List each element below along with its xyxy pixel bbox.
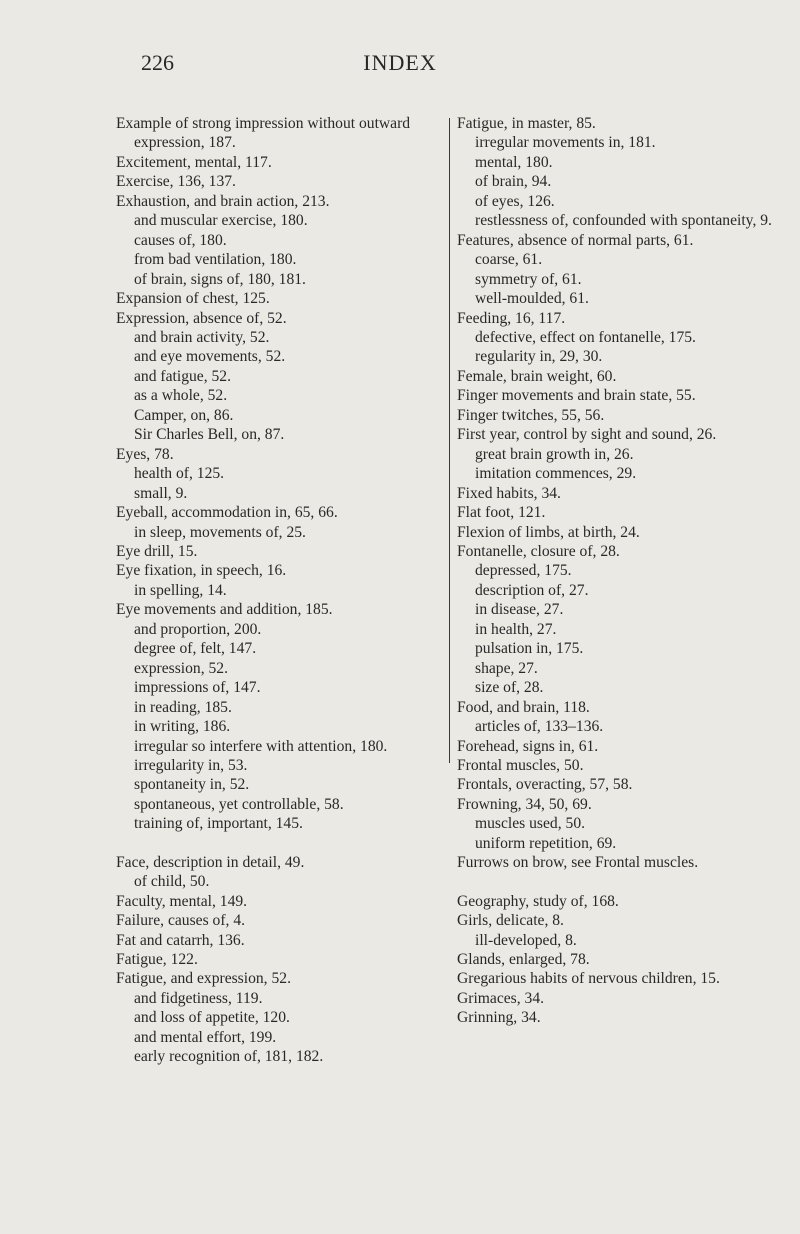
index-subentry: spontaneous, yet controllable, 58. xyxy=(134,795,344,813)
index-entry: Eyeball, accommodation in, 65, 66. xyxy=(116,504,338,522)
index-subentry: and proportion, 200. xyxy=(134,620,262,638)
index-subentry: irregular so interfere with attention, 180. xyxy=(134,737,388,755)
index-entry: Finger twitches, 55, 56. xyxy=(457,406,605,424)
index-subentry: symmetry of, 61. xyxy=(475,270,582,288)
index-entry: First year, control by sight and sound, 26. xyxy=(457,426,717,444)
index-subentry: and fidgetiness, 119. xyxy=(134,989,263,1007)
index-subentry: Sir Charles Bell, on, 87. xyxy=(134,426,285,444)
index-entry: Fixed habits, 34. xyxy=(457,484,561,502)
index-entry: Furrows on brow, see Frontal muscles. xyxy=(457,854,699,872)
index-subentry: health of, 125. xyxy=(134,465,225,483)
index-entry: Frontal muscles, 50. xyxy=(457,756,584,774)
index-subentry: uniform repetition, 69. xyxy=(475,834,617,852)
index-subentry: regularity in, 29, 30. xyxy=(475,348,603,366)
index-entry: Eyes, 78. xyxy=(116,445,174,463)
index-subentry: depressed, 175. xyxy=(475,562,572,580)
index-subentry: in writing, 186. xyxy=(134,718,231,736)
index-entry: Faculty, mental, 149. xyxy=(116,892,248,910)
index-entry: Eye drill, 15. xyxy=(116,542,198,560)
index-entry: Forehead, signs in, 61. xyxy=(457,737,599,755)
index-subentry: size of, 28. xyxy=(475,679,544,697)
index-column-left xyxy=(116,114,446,1067)
index-entry: Fontanelle, closure of, 28. xyxy=(457,542,620,560)
index-subentry: small, 9. xyxy=(134,484,188,502)
index-entry: Eye movements and addition, 185. xyxy=(116,601,333,619)
index-entry: Expansion of chest, 125. xyxy=(116,290,270,308)
index-subentry: articles of, 133–136. xyxy=(475,718,604,736)
index-subentry: ill-developed, 8. xyxy=(475,931,577,949)
index-subentry: and muscular exercise, 180. xyxy=(134,212,308,230)
index-subentry: of brain, signs of, 180, 181. xyxy=(134,270,306,288)
index-subentry: irregular movements in, 181. xyxy=(475,134,656,152)
index-entry: Failure, causes of, 4. xyxy=(116,912,246,930)
index-entry: Flexion of limbs, at birth, 24. xyxy=(457,523,640,541)
index-entry: Glands, enlarged, 78. xyxy=(457,951,590,969)
index-subentry: spontaneity in, 52. xyxy=(134,776,250,794)
index-entry: Fatigue, 122. xyxy=(116,951,198,969)
index-subentry: and loss of appetite, 120. xyxy=(134,1009,290,1027)
index-subentry: impressions of, 147. xyxy=(134,679,261,697)
page-number: 226 xyxy=(141,50,174,75)
index-entry: Feeding, 16, 117. xyxy=(457,309,566,327)
index-entry: Geography, study of, 168. xyxy=(457,892,619,910)
index-subentry: and eye movements, 52. xyxy=(134,348,286,366)
index-subentry: degree of, felt, 147. xyxy=(134,640,257,658)
page-header xyxy=(0,50,800,90)
index-entry: Grinning, 34. xyxy=(457,1009,541,1027)
index-subentry: in health, 27. xyxy=(475,620,557,638)
index-subentry: pulsation in, 175. xyxy=(475,640,584,658)
index-subentry: in spelling, 14. xyxy=(134,581,227,599)
index-entry: Fatigue, and expression, 52. xyxy=(116,970,291,988)
index-subentry: shape, 27. xyxy=(475,659,538,677)
index-subentry: of eyes, 126. xyxy=(475,192,555,210)
index-entry: Fat and catarrh, 136. xyxy=(116,931,245,949)
index-subentry: in sleep, movements of, 25. xyxy=(134,523,306,541)
index-subentry: and mental effort, 199. xyxy=(134,1028,277,1046)
running-title: INDEX xyxy=(363,50,437,75)
index-subentry: description of, 27. xyxy=(475,581,589,599)
index-subentry: in disease, 27. xyxy=(475,601,564,619)
index-subentry: well-moulded, 61. xyxy=(475,290,589,308)
index-subentry: as a whole, 52. xyxy=(134,387,228,405)
index-entry: Gregarious habits of nervous children, 15. xyxy=(457,970,720,988)
index-subentry: Camper, on, 86. xyxy=(134,406,234,424)
index-subentry: restlessness of, confounded with spontaneity, 9. xyxy=(475,212,772,230)
index-entry: Flat foot, 121. xyxy=(457,504,546,522)
index-subentry: defective, effect on fontanelle, 175. xyxy=(475,328,696,346)
index-entry: Food, and brain, 118. xyxy=(457,698,590,716)
index-subentry: coarse, 61. xyxy=(475,251,543,269)
index-column-right xyxy=(457,114,787,1028)
column-divider xyxy=(449,118,450,763)
index-entry: Exhaustion, and brain action, 213. xyxy=(116,192,330,210)
index-subentry: and brain activity, 52. xyxy=(134,328,270,346)
index-subentry: in reading, 185. xyxy=(134,698,232,716)
index-subentry: of child, 50. xyxy=(134,873,210,891)
index-subentry: early recognition of, 181, 182. xyxy=(134,1048,324,1066)
index-entry: Fatigue, in master, 85. xyxy=(457,115,596,132)
index-subentry: imitation commences, 29. xyxy=(475,465,637,483)
index-subentry: muscles used, 50. xyxy=(475,815,586,833)
index-entry: Frontals, overacting, 57, 58. xyxy=(457,776,633,794)
index-entry: Frowning, 34, 50, 69. xyxy=(457,795,592,813)
index-entry: Expression, absence of, 52. xyxy=(116,309,287,327)
index-subentry: training of, important, 145. xyxy=(134,815,303,833)
index-entry: Features, absence of normal parts, 61. xyxy=(457,231,694,249)
index-entry: Exercise, 136, 137. xyxy=(116,173,236,191)
index-entry: Example of strong impression without outward expression, 187. xyxy=(116,115,411,152)
index-entry: Eye fixation, in speech, 16. xyxy=(116,562,287,580)
index-entry: Female, brain weight, 60. xyxy=(457,367,617,385)
index-entry: Face, description in detail, 49. xyxy=(116,853,305,871)
index-entry: Girls, delicate, 8. xyxy=(457,912,564,930)
index-subentry: great brain growth in, 26. xyxy=(475,445,634,463)
index-subentry: causes of, 180. xyxy=(134,231,227,249)
index-subentry: mental, 180. xyxy=(475,153,553,171)
index-subentry: irregularity in, 53. xyxy=(134,756,248,774)
index-subentry: from bad ventilation, 180. xyxy=(134,251,297,269)
index-subentry: expression, 52. xyxy=(134,659,228,677)
index-subentry: of brain, 94. xyxy=(475,173,552,191)
index-entry: Excitement, mental, 117. xyxy=(116,153,272,171)
index-entry: Finger movements and brain state, 55. xyxy=(457,387,696,405)
index-entry: Grimaces, 34. xyxy=(457,989,545,1007)
index-subentry: and fatigue, 52. xyxy=(134,367,231,385)
